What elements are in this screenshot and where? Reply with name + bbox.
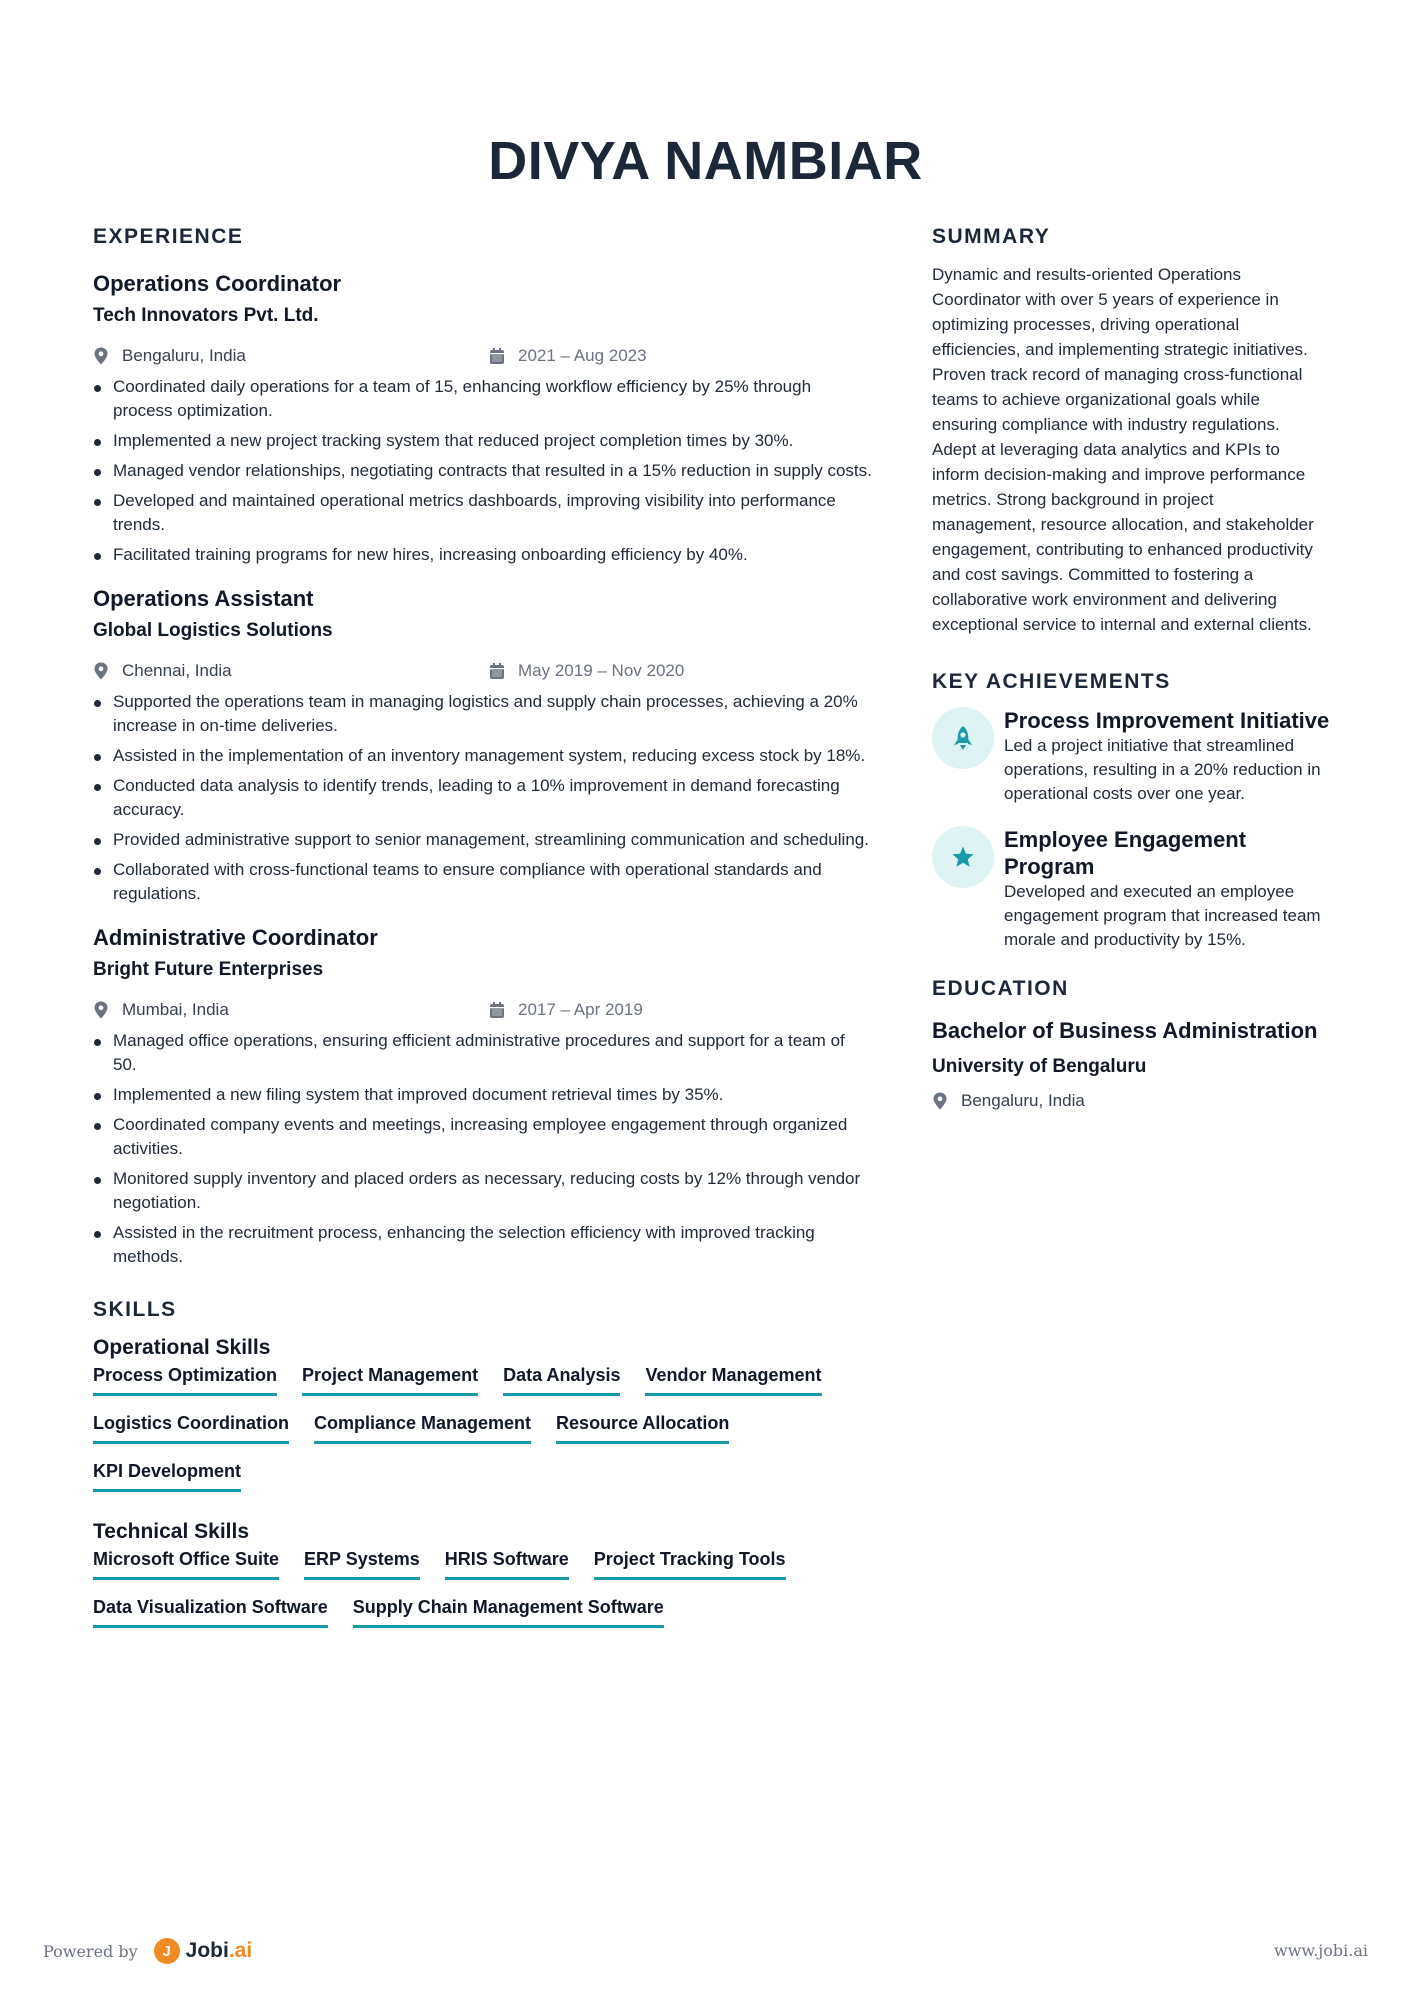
job-bullet: Managed vendor relationships, negotiating contracts that resulted in a 15% reduction in supply costs. (93, 459, 873, 483)
skill-tag: Project Management (302, 1363, 478, 1396)
rocket-icon (932, 707, 994, 769)
job-bullet-list (93, 375, 873, 567)
job-title: Operations Coordinator (93, 271, 342, 296)
summary-heading: SUMMARY (932, 225, 1051, 248)
achievement-title: Process Improvement Initiative (1004, 708, 1330, 733)
experience-item (93, 583, 873, 906)
experience-heading: EXPERIENCE (93, 225, 244, 248)
achievement-desc: Developed and executed an employee engagement program that increased team morale and productivity by 15%. (1004, 882, 1321, 949)
achievement-item (932, 707, 1332, 806)
location-pin-icon (93, 347, 109, 365)
skill-tag: Supply Chain Management Software (353, 1595, 664, 1628)
job-location (93, 661, 489, 681)
location-pin-icon (932, 1092, 948, 1110)
skills-heading: SKILLS (93, 1298, 177, 1321)
job-bullet: Developed and maintained operational metrics dashboards, improving visibility into performance trends. (93, 489, 873, 537)
location-pin-icon (93, 662, 109, 680)
skill-tag: ERP Systems (304, 1547, 420, 1580)
job-dates (489, 1000, 643, 1020)
job-bullet-list (93, 690, 873, 906)
skill-tag: Resource Allocation (556, 1411, 729, 1444)
job-dates (489, 346, 647, 366)
experience-list (93, 268, 873, 1269)
job-bullet: Implemented a new filing system that improved document retrieval times by 35%. (93, 1083, 873, 1107)
education-location (932, 1086, 1332, 1116)
job-bullet: Implemented a new project tracking system that reduced project completion times by 30%. (93, 429, 873, 453)
job-company: Tech Innovators Pvt. Ltd. (93, 305, 319, 326)
education-school: University of Bengaluru (932, 1056, 1147, 1077)
skill-tag: Project Tracking Tools (594, 1547, 786, 1580)
education-location-text: Bengaluru, India (961, 1091, 1085, 1110)
job-bullet: Assisted in the recruitment process, enhancing the selection efficiency with improved tracking methods. (93, 1221, 873, 1269)
skill-tag: KPI Development (93, 1459, 241, 1492)
summary-text: Dynamic and results-oriented Operations Coordinator with over 5 years of experience in optimizing processes, driving operational efficiencies, and implementing strategic initiatives. Proven track record of managing cross-functional teams to achieve organizational goals while ensuring compliance with industry regulations. Adept at leveraging data analytics and KPIs to inform decision-making and improve performance metrics. Strong background in project management, resource allocation, and stakeholder engagement, contributing to enhanced productivity and cost savings. Committed to fostering a collaborative work environment and delivering exceptional service to internal and external clients. (932, 265, 1314, 634)
job-bullet-list (93, 1029, 873, 1269)
job-bullet: Monitored supply inventory and placed orders as necessary, reducing costs by 12% through vendor negotiation. (93, 1167, 873, 1215)
job-bullet: Supported the operations team in managing logistics and supply chain processes, achieving a 20% increase in on-time deliveries. (93, 690, 873, 738)
skill-tag: Logistics Coordination (93, 1411, 289, 1444)
job-location-text: Mumbai, India (122, 1000, 229, 1019)
achievement-title: Employee Engagement Program (1004, 827, 1247, 879)
job-location (93, 346, 489, 366)
calendar-icon (489, 347, 505, 365)
skill-tag: Compliance Management (314, 1411, 531, 1444)
job-bullet: Coordinated daily operations for a team of 15, enhancing workflow efficiency by 25% through process optimization. (93, 375, 873, 423)
education-degree: Bachelor of Business Administration (932, 1018, 1318, 1043)
job-dates-text: May 2019 – Nov 2020 (518, 661, 685, 680)
skill-tag: Vendor Management (645, 1363, 821, 1396)
resume-name: DIVYA NAMBIAR (488, 131, 923, 191)
operational-skills-list (93, 1363, 883, 1507)
calendar-icon (489, 1001, 505, 1019)
job-location-text: Bengaluru, India (122, 346, 246, 365)
achievement-desc: Led a project initiative that streamlined operations, resulting in a 20% reduction in operational costs over one year. (1004, 736, 1321, 803)
job-bullet: Conducted data analysis to identify trends, leading to a 10% improvement in demand forecasting accuracy. (93, 774, 873, 822)
experience-item (93, 268, 873, 567)
job-title: Administrative Coordinator (93, 925, 378, 950)
skills-section (93, 1295, 873, 1643)
skill-tag: Microsoft Office Suite (93, 1547, 279, 1580)
calendar-icon (489, 662, 505, 680)
education-heading: EDUCATION (932, 977, 1069, 1000)
powered-by-label: Powered by (43, 1941, 138, 1961)
jobi-logo-main: Jobi (185, 1939, 229, 1962)
technical-skills-list (93, 1547, 883, 1643)
job-meta (93, 341, 873, 371)
location-pin-icon (93, 1001, 109, 1019)
job-location-text: Chennai, India (122, 661, 232, 680)
job-bullet: Assisted in the implementation of an inventory management system, reducing excess stock by 18%. (93, 744, 873, 768)
operational-skills-title: Operational Skills (93, 1336, 271, 1359)
skill-tag: Process Optimization (93, 1363, 277, 1396)
star-icon (932, 826, 994, 888)
job-bullet: Facilitated training programs for new hires, increasing onboarding efficiency by 40%. (93, 543, 873, 567)
technical-skills-title: Technical Skills (93, 1520, 250, 1543)
right-column (932, 222, 1332, 1120)
job-bullet: Managed office operations, ensuring efficient administrative procedures and support for a team of 50. (93, 1029, 873, 1077)
jobi-logo-accent: .ai (228, 1939, 253, 1962)
job-bullet: Coordinated company events and meetings, increasing employee engagement through organized activities. (93, 1113, 873, 1161)
job-company: Global Logistics Solutions (93, 620, 333, 641)
job-location (93, 1000, 489, 1020)
jobi-logo-icon: J (154, 1938, 180, 1964)
left-column (93, 222, 873, 1653)
jobi-logo-text[interactable] (186, 1939, 253, 1963)
job-title: Operations Assistant (93, 586, 314, 611)
skill-tag: HRIS Software (445, 1547, 569, 1580)
job-bullet: Collaborated with cross-functional teams to ensure compliance with operational standards and regulations. (93, 858, 873, 906)
job-meta (93, 656, 873, 686)
footer-url[interactable]: www.jobi.ai (1274, 1941, 1368, 1960)
job-dates-text: 2021 – Aug 2023 (518, 346, 647, 365)
skill-tag: Data Visualization Software (93, 1595, 328, 1628)
job-dates-text: 2017 – Apr 2019 (518, 1000, 643, 1019)
achievements-heading: KEY ACHIEVEMENTS (932, 670, 1171, 693)
job-company: Bright Future Enterprises (93, 959, 324, 980)
job-meta (93, 995, 873, 1025)
job-bullet: Provided administrative support to senior management, streamlining communication and scheduling. (93, 828, 873, 852)
job-dates (489, 661, 684, 681)
achievement-item (932, 826, 1332, 952)
footer-branding (43, 1938, 252, 1964)
experience-item (93, 922, 873, 1269)
skill-tag: Data Analysis (503, 1363, 620, 1396)
